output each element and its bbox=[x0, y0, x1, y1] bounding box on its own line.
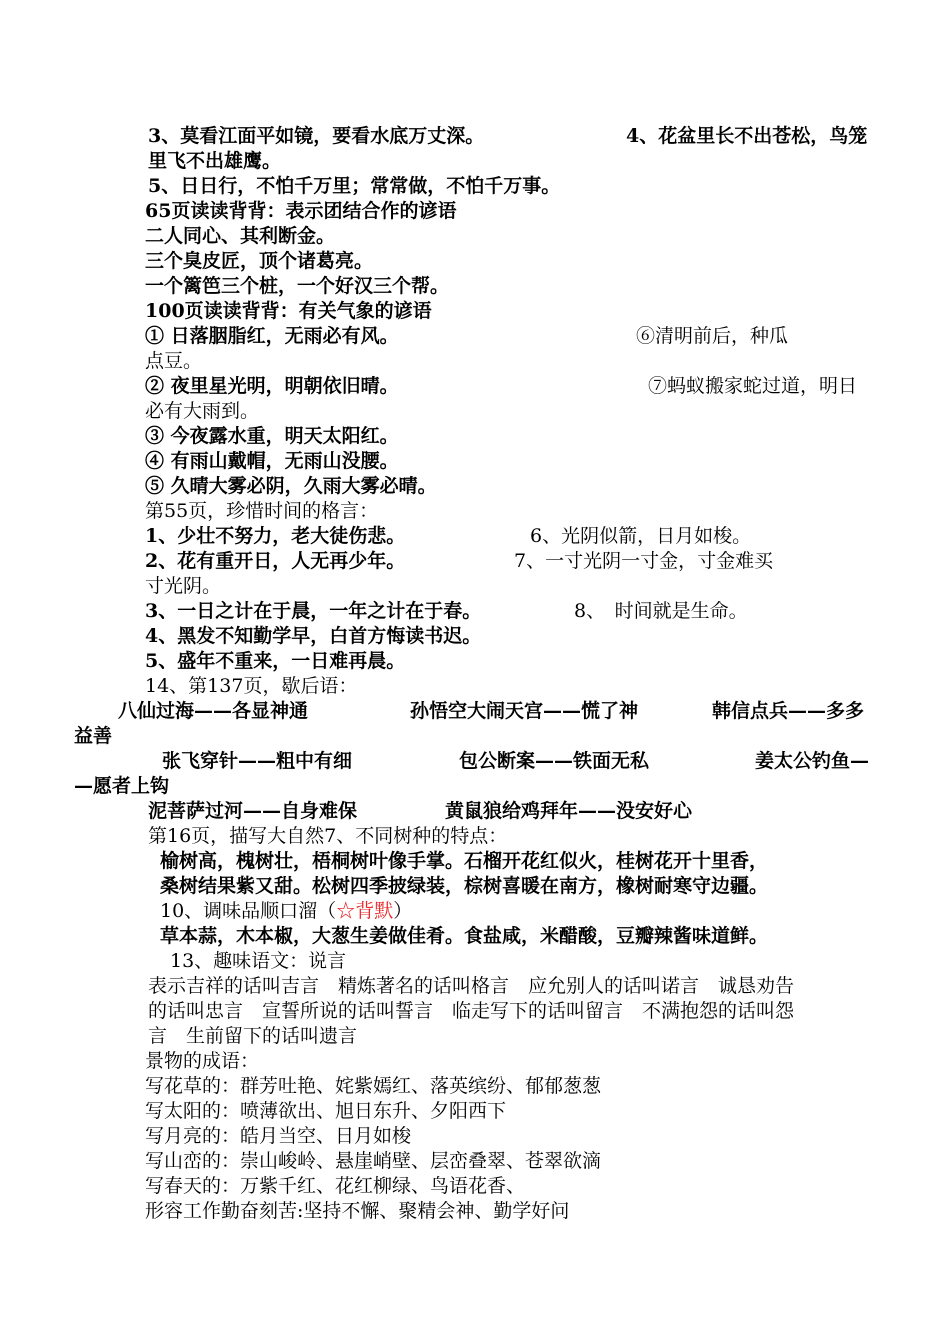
time-1: 1、少壮不努力，老大徒伤悲。 bbox=[145, 525, 406, 547]
time-2: 2、花有重开日，人无再少年。 bbox=[145, 550, 406, 572]
weather-5: ⑤ 久晴大雾必阴，久雨大雾必晴。 bbox=[145, 475, 437, 497]
fun-line-2: 的话叫忠言 宣誓所说的话叫誓言 临走写下的话叫留言 不满抱怨的话叫怨 bbox=[148, 1000, 795, 1022]
weather-heading: 100页读读背背：有关气象的谚语 bbox=[145, 300, 432, 322]
xiehouyu-5: 包公断案——铁面无私 bbox=[459, 750, 650, 772]
weather-4: ④ 有雨山戴帽，无雨山没腰。 bbox=[145, 450, 399, 472]
xiehouyu-1: 八仙过海——各显神通 bbox=[118, 700, 309, 722]
idioms-flowers: 写花草的：群芳吐艳、姹紫嫣红、落英缤纷、郁郁葱葱 bbox=[145, 1075, 602, 1097]
proverb-4: 4、花盆里长不出苍松，鸟笼 bbox=[626, 125, 868, 147]
seasoning-heading-close: ） bbox=[393, 900, 413, 922]
time-7-cont: 寸光阴。 bbox=[145, 575, 222, 597]
teamwork-line-2: 三个臭皮匠，顶个诸葛亮。 bbox=[145, 250, 374, 272]
proverb-3: 3、莫看江面平如镜，要看水底万丈深。 bbox=[148, 125, 485, 147]
teamwork-line-1: 二人同心、其利断金。 bbox=[145, 225, 336, 247]
idioms-moon: 写月亮的：皓月当空、日月如梭 bbox=[145, 1125, 412, 1147]
time-8: 8、 时间就是生命。 bbox=[574, 600, 748, 622]
xiehouyu-7: 泥菩萨过河——自身难保 bbox=[148, 800, 358, 822]
trees-line-1: 榆树高，槐树壮，梧桐树叶像手掌。石榴开花红似火，桂树花开十里香， bbox=[160, 850, 769, 872]
xiehouyu-4: 张飞穿针——粗中有细 bbox=[162, 750, 353, 772]
time-heading: 第55页，珍惜时间的格言： bbox=[145, 500, 379, 522]
seasoning-heading-text: 10、调味品顺口溜（ bbox=[160, 900, 337, 922]
idioms-sun: 写太阳的：喷薄欲出、旭日东升、夕阳西下 bbox=[145, 1100, 507, 1122]
fun-line-3: 言 生前留下的话叫遗言 bbox=[148, 1025, 358, 1047]
idioms-heading: 景物的成语： bbox=[145, 1050, 260, 1072]
proverb-4-cont: 里飞不出雄鹰。 bbox=[148, 150, 282, 172]
teamwork-line-3: 一个篱笆三个桩，一个好汉三个帮。 bbox=[145, 275, 450, 297]
xiehouyu-2: 孙悟空大闹天宫——慌了神 bbox=[410, 700, 639, 722]
teamwork-heading: 65页读读背背：表示团结合作的谚语 bbox=[145, 200, 457, 222]
trees-heading: 第16页，描写大自然7、不同树种的特点： bbox=[148, 825, 508, 847]
xiehouyu-6-cont: —愿者上钩 bbox=[74, 775, 170, 797]
idioms-mountains: 写山峦的：崇山峻岭、悬崖峭壁、层峦叠翠、苍翠欲滴 bbox=[145, 1150, 602, 1172]
xiehouyu-heading: 14、第137页，歇后语： bbox=[145, 675, 358, 697]
fun-line-1: 表示吉祥的话叫吉言 精炼著名的话叫格言 应允别人的话叫诺言 诚恳劝告 bbox=[148, 975, 795, 997]
weather-7: ⑦蚂蚁搬家蛇过道，明日 bbox=[648, 375, 858, 397]
weather-2: ② 夜里星光明，明朝依旧晴。 bbox=[145, 375, 399, 397]
weather-7-cont: 必有大雨到。 bbox=[145, 400, 260, 422]
xiehouyu-3-cont: 益善 bbox=[74, 725, 113, 747]
time-6: 6、光阴似箭，日月如梭。 bbox=[530, 525, 752, 547]
proverb-5: 5、日日行，不怕千万里；常常做，不怕千万事。 bbox=[148, 175, 561, 197]
time-7: 7、一寸光阴一寸金，寸金难买 bbox=[514, 550, 774, 572]
trees-line-2: 桑树结果紫又甜。松树四季披绿装，棕树喜暖在南方，橡树耐寒守边疆。 bbox=[160, 875, 769, 897]
seasoning-line: 草本蒜，木本椒，大葱生姜做佳肴。食盐咸，米醋酸，豆瓣辣酱味道鲜。 bbox=[160, 925, 769, 947]
xiehouyu-6: 姜太公钓鱼— bbox=[755, 750, 870, 772]
time-3: 3、一日之计在于晨，一年之计在于春。 bbox=[145, 600, 482, 622]
xiehouyu-3: 韩信点兵——多多 bbox=[712, 700, 865, 722]
xiehouyu-8: 黄鼠狼给鸡拜年——没安好心 bbox=[445, 800, 693, 822]
weather-3: ③ 今夜露水重，明天太阳红。 bbox=[145, 425, 399, 447]
weather-6: ⑥清明前后，种瓜 bbox=[636, 325, 789, 347]
weather-6-cont: 点豆。 bbox=[145, 350, 203, 372]
seasoning-heading bbox=[160, 899, 412, 923]
time-5: 5、盛年不重来，一日难再晨。 bbox=[145, 650, 406, 672]
idioms-spring: 写春天的：万紫千红、花红柳绿、鸟语花香、 bbox=[145, 1175, 526, 1197]
time-4: 4、黑发不知勤学早，白首方悔读书迟。 bbox=[145, 625, 482, 647]
fun-heading: 13、趣味语文：说言 bbox=[170, 950, 347, 972]
idioms-diligence: 形容工作勤奋刻苦:坚持不懈、聚精会神、勤学好问 bbox=[145, 1200, 570, 1222]
memorize-tag: ☆背默 bbox=[336, 900, 394, 922]
weather-1: ① 日落胭脂红，无雨必有风。 bbox=[145, 325, 399, 347]
